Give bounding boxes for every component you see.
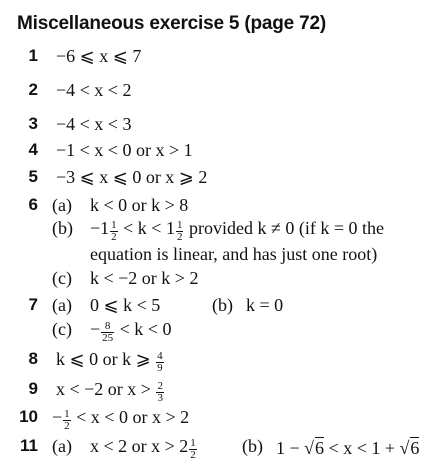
question-number: 7 — [28, 295, 38, 314]
page-title: Miscellaneous exercise 5 (page 72) — [17, 13, 326, 34]
fraction-denominator: 25 — [102, 332, 114, 345]
answer-suffix: provided k ≠ 0 (if k = 0 the — [184, 218, 384, 238]
answer-middle: < k < 1 — [118, 218, 175, 238]
answer-text — [56, 350, 165, 374]
answer-prefix: − — [52, 407, 63, 427]
fraction-denominator: 3 — [157, 392, 163, 405]
answer-middle: < x < 1 + — [324, 438, 400, 458]
answer-prefix: x < 2 or x > 2 — [90, 436, 189, 456]
fraction-denominator: 2 — [190, 449, 196, 462]
fraction — [110, 220, 118, 243]
answer-text — [56, 380, 165, 404]
fraction — [156, 381, 164, 404]
answer-suffix: < x < 0 or x > 2 — [71, 407, 190, 427]
part-label: (b) — [52, 218, 73, 238]
answer-text — [276, 437, 419, 457]
question-number: 4 — [28, 140, 38, 159]
fraction — [101, 321, 114, 344]
answer-prefix: 1 − — [276, 438, 305, 458]
question-number: 9 — [28, 379, 38, 398]
question-number: 2 — [28, 80, 38, 99]
part-label: (b) — [242, 436, 263, 456]
part-label: (c) — [52, 268, 72, 288]
answer-text: −1 < x < 0 or x > 1 — [56, 140, 193, 160]
fraction-denominator: 9 — [157, 362, 163, 375]
radicand: 6 — [410, 438, 420, 458]
answer-suffix: < k < 0 — [115, 319, 172, 339]
answer-text: k < 0 or k > 8 — [90, 195, 189, 215]
fraction-numerator: 2 — [157, 380, 163, 393]
answer-text: −4 < x < 3 — [56, 114, 132, 134]
answer-prefix: x < −2 or x > — [56, 379, 156, 399]
fraction-numerator: 1 — [176, 219, 183, 232]
answer-text: −3 ⩽ x ⩽ 0 or x ⩾ 2 — [56, 167, 208, 187]
answer-text: k = 0 — [246, 295, 284, 315]
fraction-denominator: 2 — [64, 420, 70, 433]
question-number: 10 — [19, 407, 38, 426]
part-label: (a) — [52, 436, 72, 456]
sqrt-sign: √ — [304, 438, 315, 458]
fraction-numerator: 1 — [64, 408, 70, 421]
question-number: 1 — [28, 46, 38, 65]
question-number: 5 — [28, 167, 38, 186]
answer-prefix: k ⩽ 0 or k ⩾ — [56, 349, 156, 369]
radicand: 6 — [315, 438, 325, 458]
answer-text: −4 < x < 2 — [56, 80, 132, 100]
answer-text: 0 ⩽ k < 5 — [90, 295, 161, 315]
fraction — [189, 438, 197, 461]
question-number: 8 — [28, 349, 38, 368]
answer-text: k < −2 or k > 2 — [90, 268, 199, 288]
answer-text: −6 ⩽ x ⩽ 7 — [56, 46, 142, 66]
question-number: 11 — [20, 436, 38, 455]
part-label: (a) — [52, 195, 72, 215]
part-label: (a) — [52, 295, 72, 315]
fraction-numerator: 4 — [157, 350, 163, 363]
fraction — [176, 220, 184, 243]
answer-text — [52, 408, 189, 432]
fraction-numerator: 1 — [111, 219, 117, 232]
answer-prefix: − — [90, 319, 101, 339]
question-number: 6 — [28, 195, 38, 214]
question-number: 3 — [28, 114, 38, 133]
answer-prefix: −1 — [90, 218, 110, 238]
sqrt-sign: √ — [399, 438, 410, 458]
fraction — [156, 351, 164, 374]
fraction — [63, 409, 71, 432]
answer-continuation: equation is linear, and has just one root) — [90, 244, 378, 264]
answer-text — [90, 437, 198, 461]
part-label: (b) — [212, 295, 233, 315]
fraction-numerator: 8 — [101, 321, 114, 333]
fraction-denominator: 2 — [111, 231, 117, 244]
part-label: (c) — [52, 319, 72, 339]
fraction-numerator: 1 — [190, 437, 196, 450]
answer-text — [90, 219, 384, 243]
fraction-denominator: 2 — [176, 231, 183, 244]
answer-text — [90, 320, 171, 344]
